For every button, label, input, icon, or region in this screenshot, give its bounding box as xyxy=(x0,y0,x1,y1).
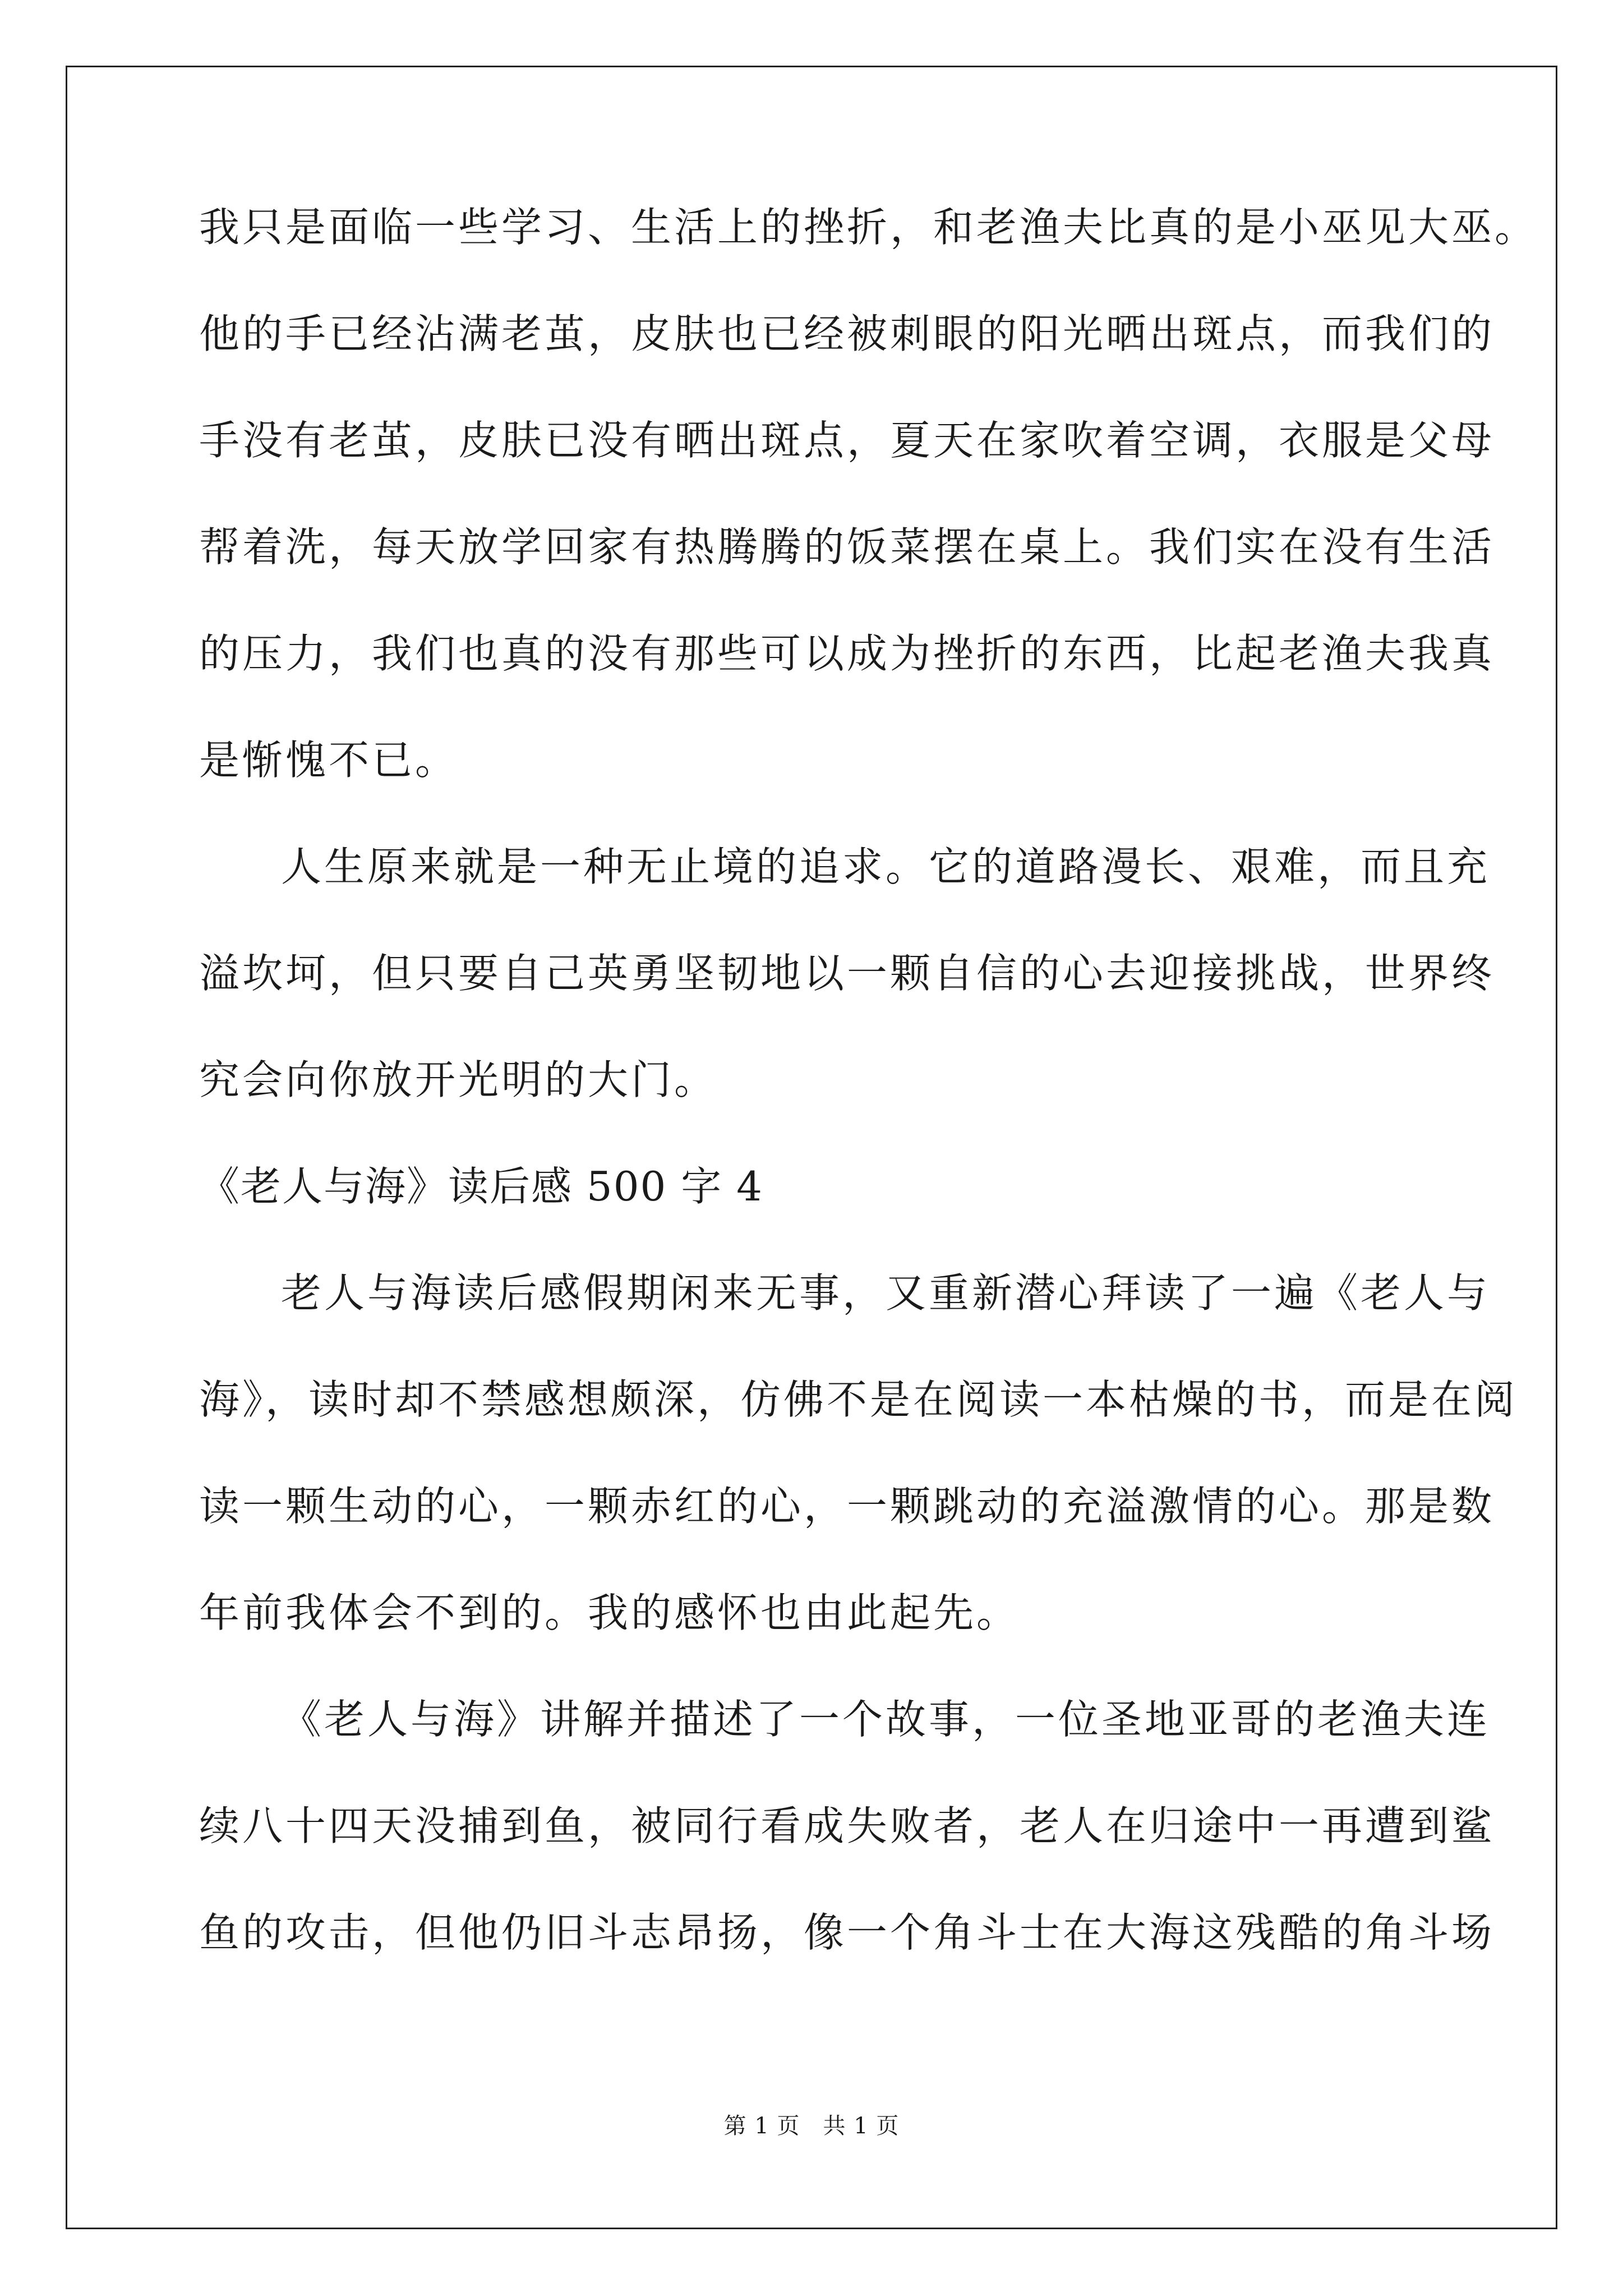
body-line-5: 的压力，我们也真的没有那些可以成为挫折的东西，比起老渔夫我真 xyxy=(199,630,1495,677)
body-line-2: 他的手已经沾满老茧，皮肤也已经被刺眼的阳光晒出斑点，而我们的 xyxy=(199,310,1495,357)
body-line-12: 海》，读时却不禁感想颇深，仿佛不是在阅读一本枯燥的书，而是在阅 xyxy=(199,1376,1518,1423)
body-line-9: 究会向你放开光明的大门。 xyxy=(199,1056,718,1103)
body-line-8: 溢坎坷，但只要自己英勇坚韧地以一颗自信的心去迎接挑战，世界终 xyxy=(199,950,1495,997)
body-line-4: 帮着洗，每天放学回家有热腾腾的饭菜摆在桌上。我们实在没有生活 xyxy=(199,523,1495,570)
paragraph-start-line: 人生原来就是一种无止境的追求。它的道路漫长、艰难，而且充 xyxy=(281,843,1491,890)
body-line-1: 我只是面临一些学习、生活上的挫折，和老渔夫比真的是小巫见大巫。 xyxy=(199,204,1538,251)
body-line-17: 鱼的攻击，但他仍旧斗志昂扬，像一个角斗士在大海这残酷的角斗场 xyxy=(199,1909,1495,1956)
section-heading: 《老人与海》读后感 500 字 4 xyxy=(199,1163,763,1210)
body-line-13: 读一颗生动的心，一颗赤红的心，一颗跳动的充溢激情的心。那是数 xyxy=(199,1483,1495,1530)
body-line-3: 手没有老茧，皮肤已没有晒出斑点，夏天在家吹着空调，衣服是父母 xyxy=(199,417,1495,464)
body-line-16: 续八十四天没捕到鱼，被同行看成失败者，老人在归途中一再遭到鲨 xyxy=(199,1802,1495,1849)
body-line-6: 是惭愧不已。 xyxy=(199,737,459,784)
paragraph-start-line: 老人与海读后感假期闲来无事，又重新潜心拜读了一遍《老人与 xyxy=(281,1269,1491,1317)
paragraph-start-line: 《老人与海》讲解并描述了一个故事，一位圣地亚哥的老渔夫连 xyxy=(281,1696,1491,1743)
page-number-footer: 第 1 页 共 1 页 xyxy=(723,2113,900,2139)
body-line-14: 年前我体会不到的。我的感怀也由此起先。 xyxy=(199,1589,1020,1636)
